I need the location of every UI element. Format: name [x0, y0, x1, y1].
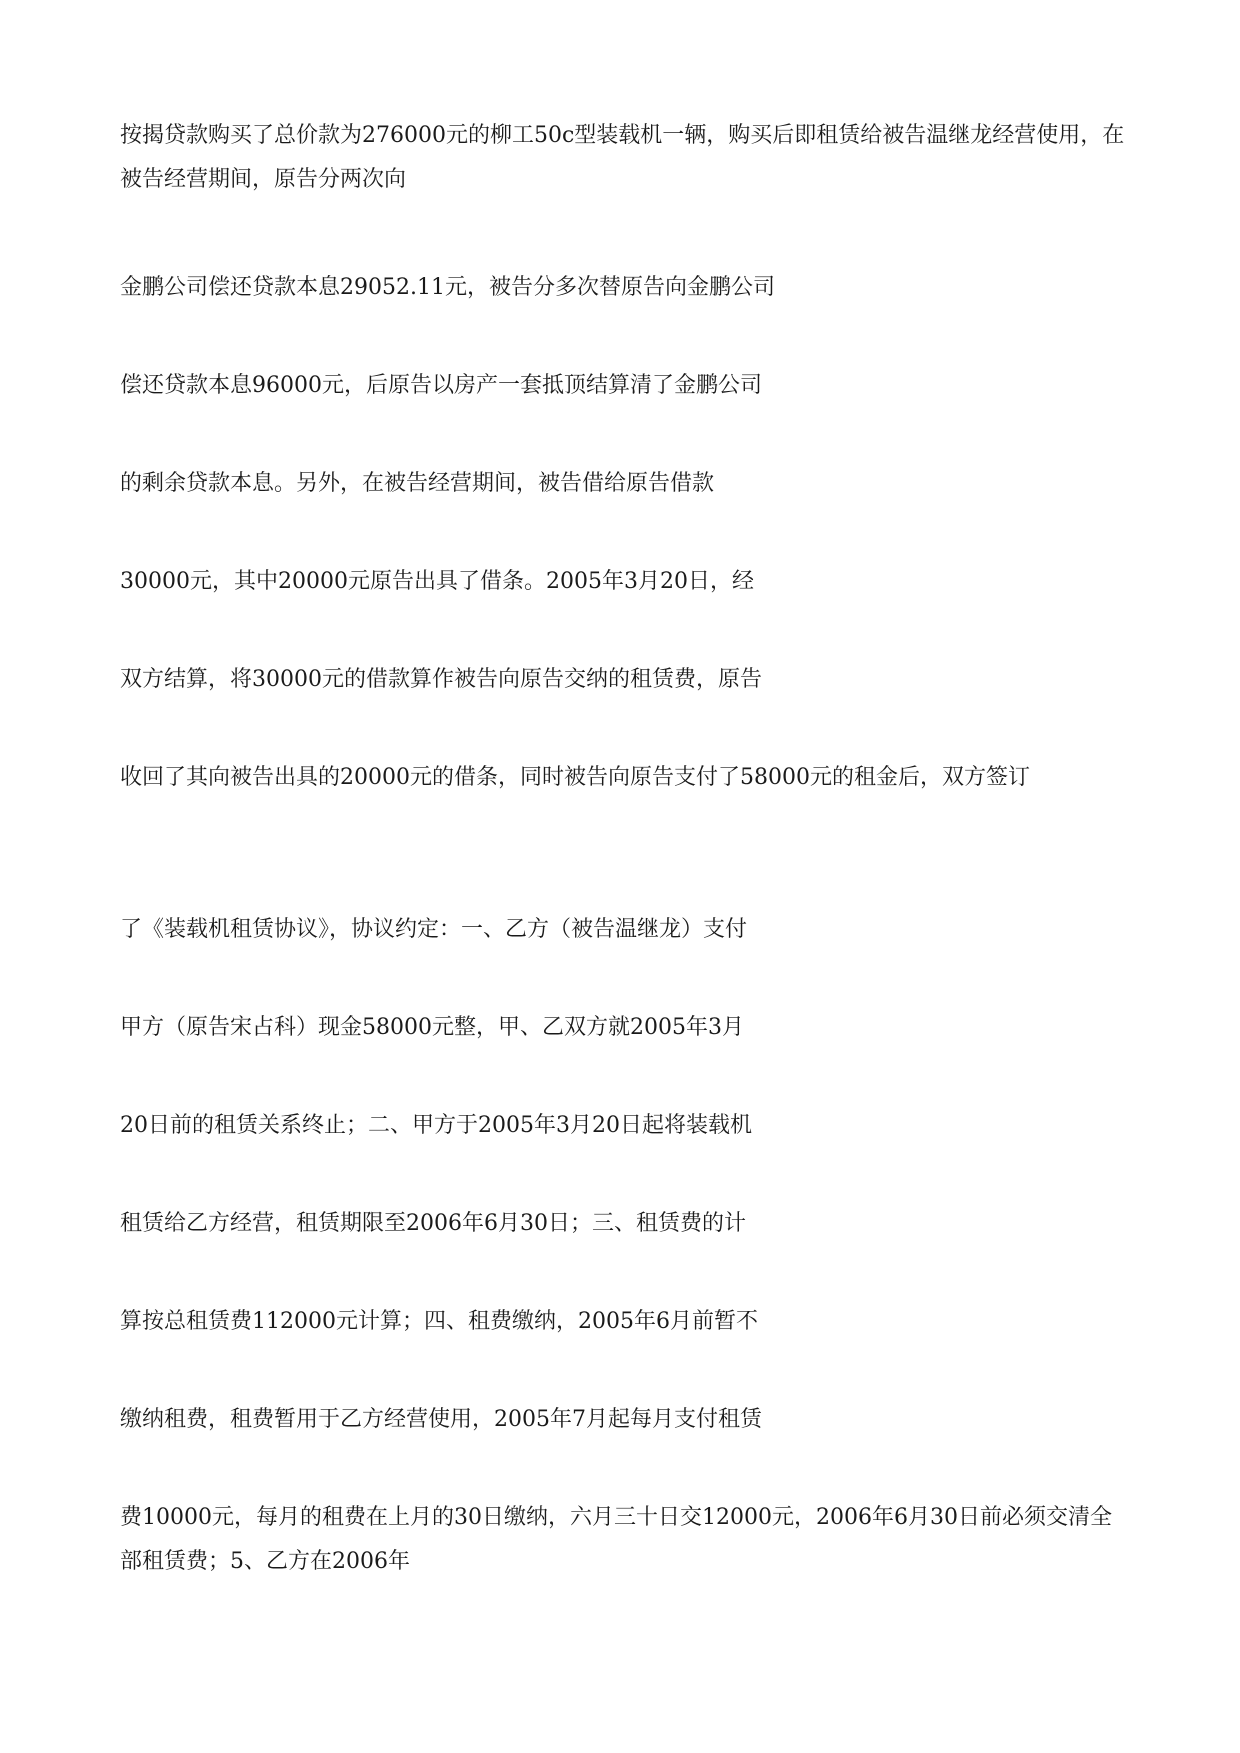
paragraph-13: 缴纳租费，租费暂用于乙方经营使用，2005年7月起每月支付租赁: [120, 1407, 762, 1432]
paragraph-8: 了《装载机租赁协议》，协议约定：一、乙方（被告温继龙）支付: [120, 917, 748, 942]
paragraph-14: 费10000元，每月的租费在上月的30日缴纳，六月三十日交12000元，2006年6月30日前必须交清全部租赁费；5、乙方在2006年: [120, 1505, 1112, 1574]
paragraph-12: 算按总租赁费112000元计算；四、租费缴纳，2005年6月前暂不: [120, 1309, 758, 1334]
paragraph-4: 的剩余贷款本息。另外，在被告经营期间，被告借给原告借款: [120, 471, 715, 496]
paragraph-1: 按揭贷款购买了总价款为276000元的柳工50c型装载机一辆，购买后即租赁给被告温继龙经营使用，在被告经营期间，原告分两次向: [120, 123, 1125, 192]
paragraph-3: 偿还贷款本息96000元，后原告以房产一套抵顶结算清了金鹏公司: [120, 373, 762, 398]
paragraph-5: 30000元，其中20000元原告出具了借条。2005年3月20日，经: [120, 569, 754, 594]
paragraph-10: 20日前的租赁关系终止；二、甲方于2005年3月20日起将装载机: [120, 1113, 752, 1138]
paragraph-6: 双方结算，将30000元的借款算作被告向原告交纳的租赁费，原告: [120, 667, 762, 692]
paragraph-11: 租赁给乙方经营，租赁期限至2006年6月30日；三、租赁费的计: [120, 1211, 746, 1236]
paragraph-2: 金鹏公司偿还贷款本息29052.11元，被告分多次替原告向金鹏公司: [120, 275, 775, 300]
paragraph-9: 甲方（原告宋占科）现金58000元整，甲、乙双方就2005年3月: [120, 1015, 744, 1040]
paragraph-7: 收回了其向被告出具的20000元的借条，同时被告向原告支付了58000元的租金后，双方签订: [120, 765, 1030, 790]
